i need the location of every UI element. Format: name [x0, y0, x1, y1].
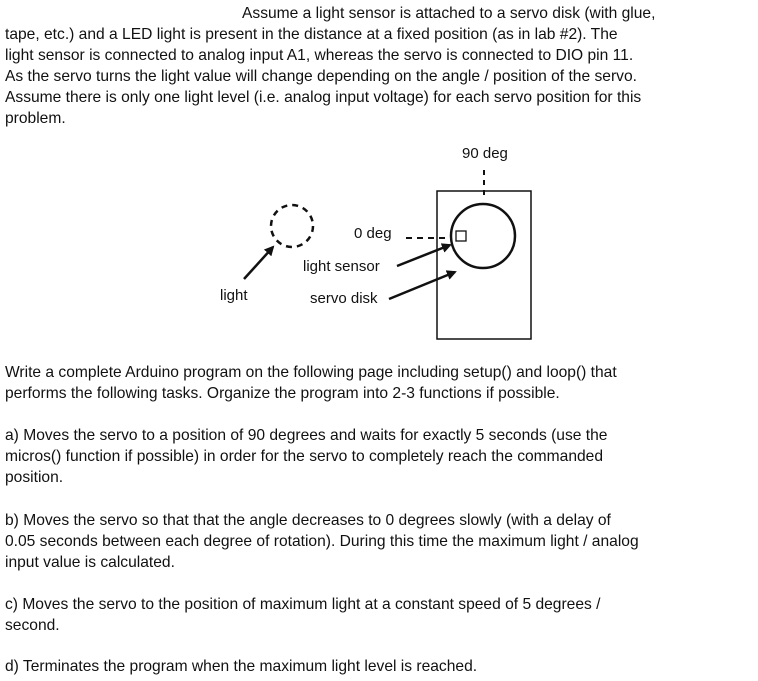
intro-line: light sensor is connected to analog input A1, whereas the servo is connected to DIO pin 11. [5, 47, 634, 64]
part-b-line: input value is calculated. [5, 554, 175, 571]
part-a-paragraph [5, 425, 755, 488]
light-sensor-square [456, 231, 466, 241]
part-a-line: position. [5, 469, 64, 486]
light-sensor-arrow [397, 245, 450, 266]
part-c-paragraph [5, 594, 755, 636]
part-d-line: d) Terminates the program when the maximum light level is reached. [5, 658, 478, 675]
intro-line: tape, etc.) and a LED light is present in the distance at a fixed position (as in lab #2). The [5, 26, 618, 43]
label-0-deg: 0 deg [354, 225, 392, 242]
part-d-paragraph [5, 656, 755, 677]
part-b-line: b) Moves the servo so that that the angle decreases to 0 degrees slowly (with a delay of [5, 512, 611, 529]
intro-line: problem. [5, 110, 66, 127]
task-paragraph [5, 362, 755, 404]
part-a-line: micros() function if possible) in order for the servo to completely reach the commanded [5, 448, 604, 465]
led-light-circle [271, 205, 313, 247]
servo-disk-arrow [389, 272, 455, 299]
intro-paragraph [5, 3, 755, 129]
part-b-line: 0.05 seconds between each degree of rotation). During this time the maximum light / analog [5, 533, 639, 550]
intro-line: As the servo turns the light value will change depending on the angle / position of the servo. [5, 68, 637, 85]
label-90-deg: 90 deg [462, 145, 508, 162]
intro-line: Assume there is only one light level (i.e. analog input voltage) for each servo position for this [5, 89, 642, 106]
servo-body [437, 191, 531, 339]
light-arrow [244, 247, 273, 279]
part-a-line: a) Moves the servo to a position of 90 degrees and waits for exactly 5 seconds (use the [5, 427, 608, 444]
intro-line: Assume a light sensor is attached to a servo disk (with glue, [242, 5, 656, 22]
label-servo-disk: servo disk [310, 290, 378, 307]
part-c-line: second. [5, 617, 60, 634]
task-line: performs the following tasks. Organize the program into 2-3 functions if possible. [5, 385, 560, 402]
label-light: light [220, 287, 248, 304]
label-light-sensor: light sensor [303, 258, 380, 275]
part-b-paragraph [5, 510, 755, 573]
task-line: Write a complete Arduino program on the following page including setup() and loop() that [5, 364, 617, 381]
part-c-line: c) Moves the servo to the position of maximum light at a constant speed of 5 degrees / [5, 596, 601, 613]
servo-sensor-diagram [0, 130, 758, 370]
